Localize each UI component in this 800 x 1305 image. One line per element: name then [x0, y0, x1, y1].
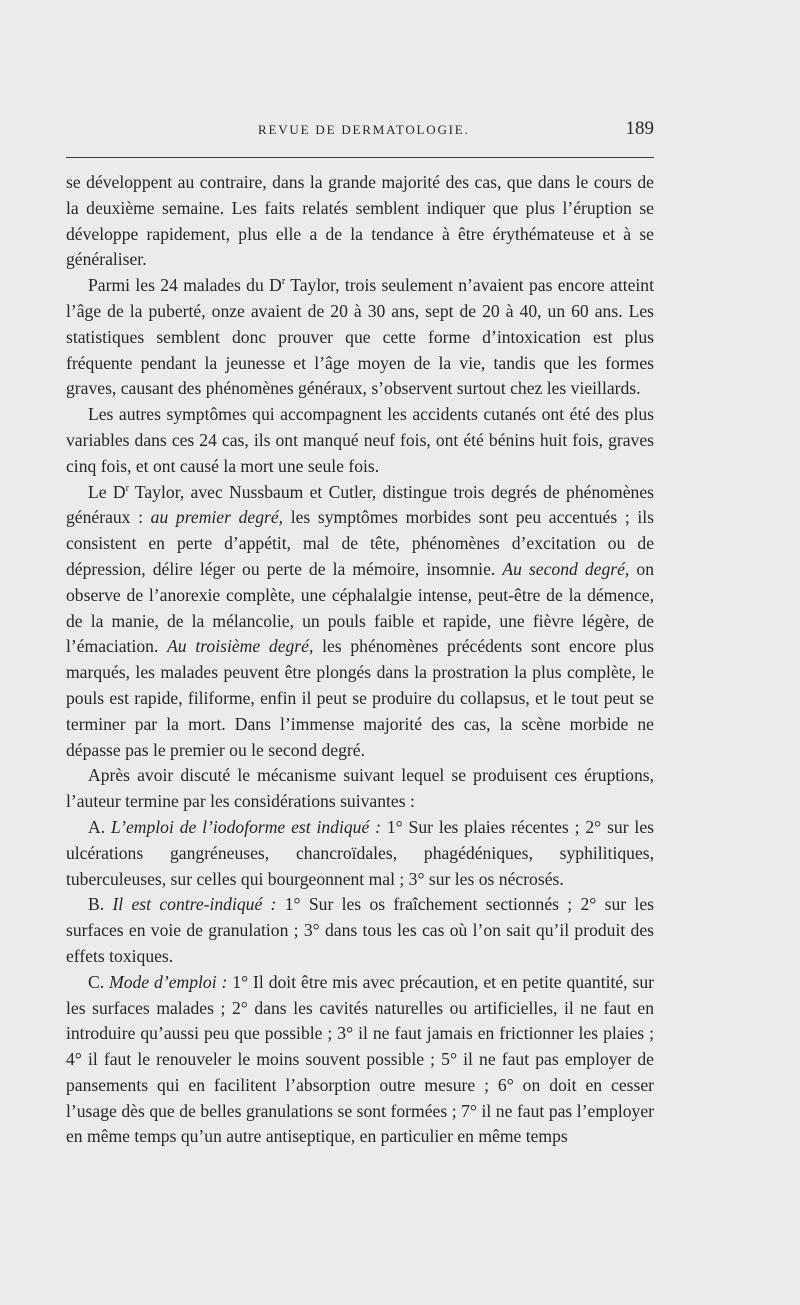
header-rule	[66, 157, 654, 158]
paragraph	[66, 170, 654, 273]
text-run: se développent au contraire, dans la grande majorité des cas, que dans le cours de la deuxième semaine. Les faits relatés semblent indiquer que plus l’éruption se développe rapidement, plus elle a de la tendance à être érythémateuse et à se généraliser.	[66, 172, 654, 270]
running-title: REVUE DE DERMATOLOGIE.	[258, 122, 470, 137]
text-run: Taylor, trois seulement n’avaient pas encore atteint l’âge de la puberté, onze avaient de 20 à 30 ans, sept de 20 à 40, un 60 ans. Les statistiques semblent donc prouver que cette forme d’intoxication est plus fréquente pendant la jeunesse et l’âge moyen de la vie, tandis que les formes graves, causant des phénomènes généraux, s’observent surtout chez les vieillards.	[66, 275, 654, 399]
body-text	[66, 170, 654, 1150]
italic-phrase: Mode d’emploi :	[109, 971, 228, 992]
paragraph	[66, 480, 654, 764]
text-run: Après avoir discuté le mécanisme suivant lequel se produisent ces éruptions, l’auteur termine par les considérations suivantes :	[66, 765, 654, 812]
text-run: on observe de l’anorexie complète, une céphalalgie intense, peut-être de la démence, de la manie, de la mélancolie, un pouls faible et rapide, une fièvre légère, de l’émaciation.	[66, 558, 655, 657]
italic-phrase: Au troisième degré,	[167, 636, 314, 657]
text-run: Le D	[88, 481, 126, 502]
text-run: C.	[88, 971, 110, 992]
text-run: 1° Il doit être mis avec précaution, et en petite quantité, sur les surfaces malades ; 2° dans les cavités naturelles ou artificielles, il ne faut en introduire qu’aussi peu que possible ; 3° il ne faut jamais en frictionner les plaies ; 4° il faut le renouveler le moins souvent possible ; 5° il ne faut pas employer de pansements qui en facilitent l’absorption outre mesure ; 6° on doit en cesser l’usage dès que de belles granulations se sont formées ; 7° il ne faut pas l’employer en même temps qu’un autre antiseptique, en particulier en même temps	[66, 971, 654, 1147]
page-header	[66, 120, 654, 144]
paragraph	[66, 815, 654, 892]
text-run: Taylor, avec Nussbaum et Cutler, distingue trois degrés de phénomènes généraux :	[66, 481, 654, 528]
italic-phrase: Il est contre-indiqué :	[112, 894, 277, 915]
text-run: les symptômes morbides sont peu accentués ; ils consistent en perte d’appétit, mal de tête, phénomènes d’excitation ou de dépression, délire léger ou perte de la mémoire, insomnie.	[66, 507, 654, 579]
paragraph	[66, 892, 654, 969]
paragraph	[66, 273, 654, 402]
italic-phrase: au premier degré,	[150, 507, 284, 528]
text-run: A.	[88, 816, 111, 837]
text-run: Les autres symptômes qui accompagnent les accidents cutanés ont été des plus variables dans ces 24 cas, ils ont manqué neuf fois, ont été bénins huit fois, graves cinq fois, et ont causé la mort une seule fois.	[66, 404, 654, 476]
italic-phrase: L’emploi de l’iodoforme est indiqué :	[110, 816, 381, 837]
page-number: 189	[625, 118, 654, 139]
text-run: 1° Sur les plaies récentes ; 2° sur les ulcérations gangréneuses, chancroïdales, phagédéniques, syphilitiques, tuberculeuses, sur celles qui bourgeonnent mal ; 3° sur les os nécrosés.	[66, 816, 654, 889]
superscript: r	[281, 276, 286, 288]
paragraph	[66, 970, 654, 1151]
text-run: 1° Sur les os fraîchement sectionnés ; 2° sur les surfaces en voie de granulation ; 3° dans tous les cas où l’on sait qu’il produit des effets toxiques.	[66, 894, 654, 966]
paragraph	[66, 402, 654, 479]
paragraph	[66, 763, 654, 815]
text-run: B.	[88, 894, 113, 915]
superscript: r	[125, 482, 129, 494]
text-run: Parmi les 24 malades du D	[88, 275, 282, 296]
italic-phrase: Au second degré,	[502, 558, 630, 579]
text-run: les phénomènes précédents sont encore plus marqués, les malades peuvent être plongés dans la prostration la plus complète, le pouls est rapide, filiforme, enfin il peut se produire du collapsus, et le tout peut se terminer par la mort. Dans l’immense majorité des cas, la scène morbide ne dépasse pas le premier ou le second degré.	[66, 636, 654, 760]
